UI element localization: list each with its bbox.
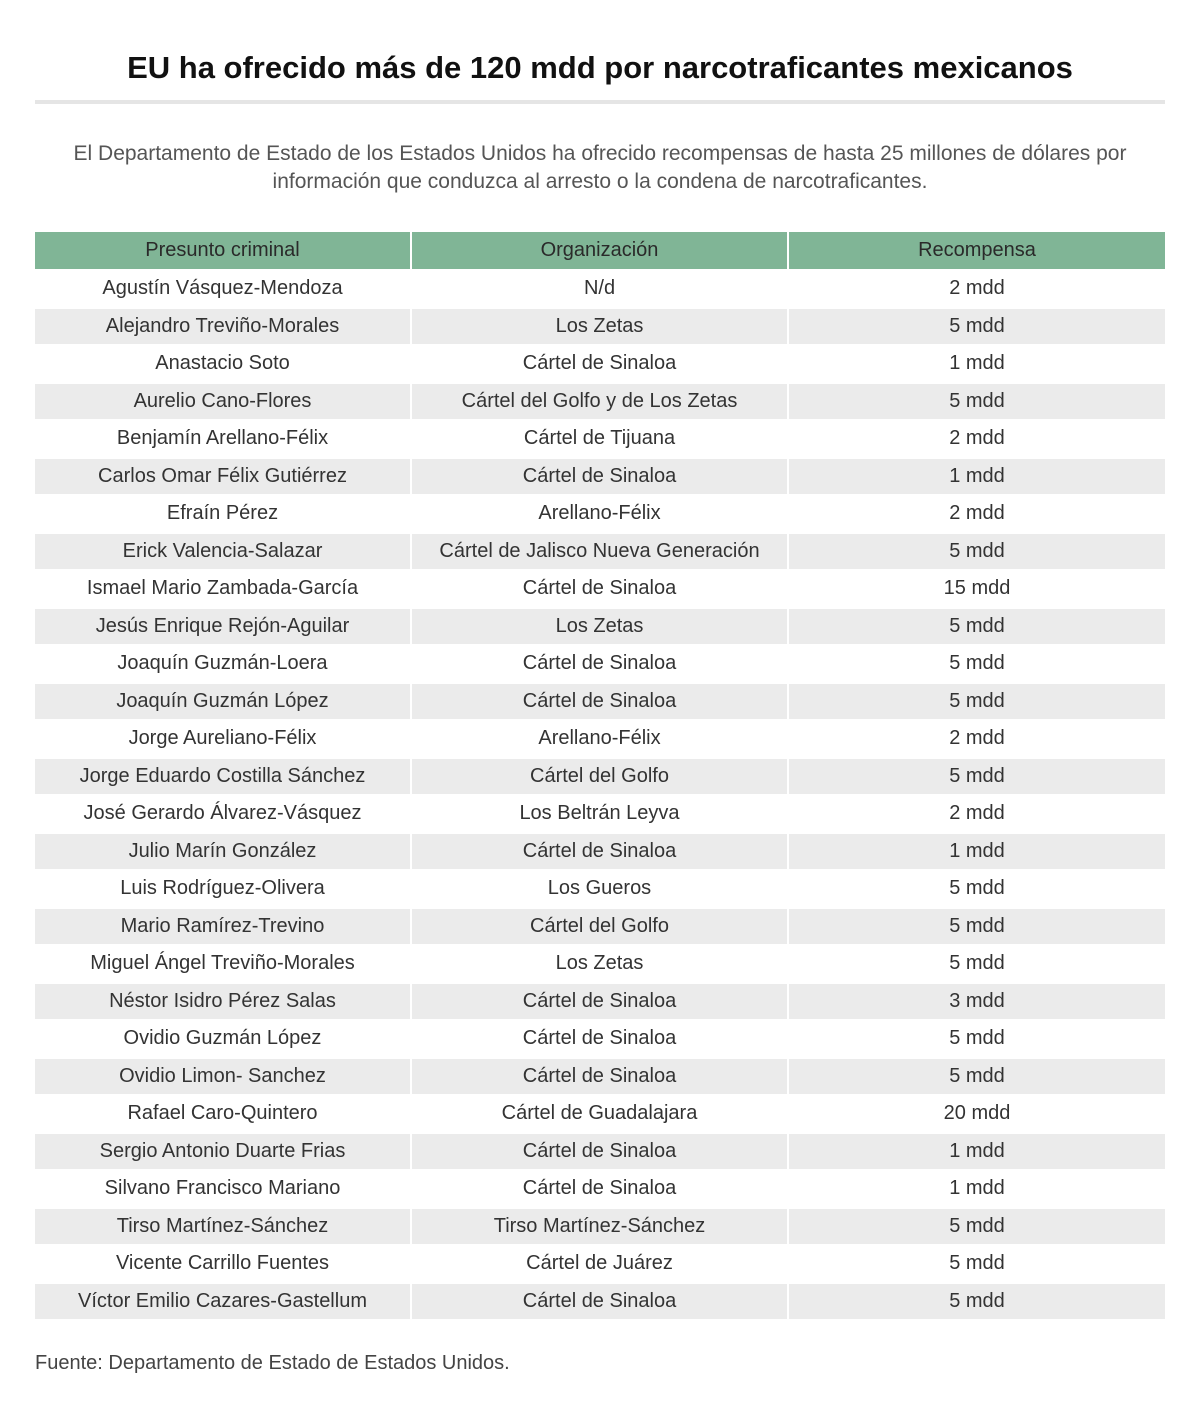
- cell-reward: 1 mdd: [788, 345, 1165, 383]
- cell-reward: 5 mdd: [788, 870, 1165, 908]
- table-row: [35, 458, 1165, 496]
- cell-organization: Cártel de Sinaloa: [411, 645, 788, 683]
- cell-organization: Los Zetas: [411, 945, 788, 983]
- table-row: [35, 608, 1165, 646]
- cell-reward: 5 mdd: [788, 945, 1165, 983]
- cell-reward: 1 mdd: [788, 833, 1165, 871]
- cell-organization: Cártel de Sinaloa: [411, 683, 788, 721]
- cell-organization: N/d: [411, 270, 788, 308]
- cell-organization: Cártel de Guadalajara: [411, 1095, 788, 1133]
- table-row: [35, 1208, 1165, 1246]
- cell-reward: 15 mdd: [788, 570, 1165, 608]
- cell-criminal: Silvano Francisco Mariano: [35, 1170, 411, 1208]
- chart-title: EU ha ofrecido más de 120 mdd por narcotraficantes mexicanos: [127, 50, 1073, 85]
- table-row: [35, 270, 1165, 308]
- cell-reward: 5 mdd: [788, 1020, 1165, 1058]
- cell-reward: 5 mdd: [788, 1058, 1165, 1096]
- cell-reward: 20 mdd: [788, 1095, 1165, 1133]
- cell-organization: Cártel de Sinaloa: [411, 833, 788, 871]
- cell-organization: Cártel de Sinaloa: [411, 1133, 788, 1171]
- table-row: [35, 1133, 1165, 1171]
- table-row: [35, 420, 1165, 458]
- cell-reward: 5 mdd: [788, 758, 1165, 796]
- cell-criminal: Julio Marín González: [35, 833, 411, 871]
- cell-organization: Cártel del Golfo: [411, 908, 788, 946]
- cell-reward: 5 mdd: [788, 1283, 1165, 1320]
- table-row: [35, 1170, 1165, 1208]
- table-row: [35, 345, 1165, 383]
- cell-criminal: Joaquín Guzmán López: [35, 683, 411, 721]
- cell-criminal: Jorge Aureliano-Félix: [35, 720, 411, 758]
- table-row: [35, 1283, 1165, 1320]
- cell-criminal: Jorge Eduardo Costilla Sánchez: [35, 758, 411, 796]
- table-row: [35, 645, 1165, 683]
- cell-organization: Arellano-Félix: [411, 495, 788, 533]
- cell-criminal: Erick Valencia-Salazar: [35, 533, 411, 571]
- cell-reward: 2 mdd: [788, 270, 1165, 308]
- cell-reward: 5 mdd: [788, 533, 1165, 571]
- cell-reward: 5 mdd: [788, 308, 1165, 346]
- cell-criminal: Jesús Enrique Rejón-Aguilar: [35, 608, 411, 646]
- cell-criminal: Carlos Omar Félix Gutiérrez: [35, 458, 411, 496]
- cell-reward: 5 mdd: [788, 608, 1165, 646]
- cell-criminal: Miguel Ángel Treviño-Morales: [35, 945, 411, 983]
- cell-criminal: Joaquín Guzmán-Loera: [35, 645, 411, 683]
- cell-organization: Cártel de Sinaloa: [411, 570, 788, 608]
- table-row: [35, 758, 1165, 796]
- column-header-reward: Recompensa: [788, 232, 1165, 270]
- cell-criminal: Néstor Isidro Pérez Salas: [35, 983, 411, 1021]
- chart-subtitle: El Departamento de Estado de los Estados Unidos ha ofrecido recompensas de hasta 25 millones de dólares por información que conduzca al arresto o la condena de narcotraficantes.: [73, 142, 1127, 193]
- cell-reward: 5 mdd: [788, 1208, 1165, 1246]
- cell-reward: 1 mdd: [788, 1170, 1165, 1208]
- cell-reward: 5 mdd: [788, 1245, 1165, 1283]
- cell-organization: Cártel del Golfo: [411, 758, 788, 796]
- cell-reward: 5 mdd: [788, 683, 1165, 721]
- cell-organization: Cártel de Sinaloa: [411, 345, 788, 383]
- table-header-row: [35, 232, 1165, 270]
- table-row: [35, 1095, 1165, 1133]
- table-row: [35, 983, 1165, 1021]
- cell-criminal: Alejandro Treviño-Morales: [35, 308, 411, 346]
- cell-organization: Cártel de Sinaloa: [411, 1170, 788, 1208]
- cell-organization: Tirso Martínez-Sánchez: [411, 1208, 788, 1246]
- cell-criminal: Agustín Vásquez-Mendoza: [35, 270, 411, 308]
- cell-reward: 5 mdd: [788, 383, 1165, 421]
- cell-reward: 2 mdd: [788, 795, 1165, 833]
- cell-organization: Los Zetas: [411, 308, 788, 346]
- table-row: [35, 870, 1165, 908]
- table-row: [35, 308, 1165, 346]
- cell-criminal: José Gerardo Álvarez-Vásquez: [35, 795, 411, 833]
- cell-reward: 2 mdd: [788, 720, 1165, 758]
- column-header-criminal: Presunto criminal: [35, 232, 411, 270]
- cell-organization: Cártel del Golfo y de Los Zetas: [411, 383, 788, 421]
- table-row: [35, 720, 1165, 758]
- cell-organization: Cártel de Sinaloa: [411, 983, 788, 1021]
- cell-reward: 1 mdd: [788, 1133, 1165, 1171]
- table-row: [35, 495, 1165, 533]
- cell-criminal: Luis Rodríguez-Olivera: [35, 870, 411, 908]
- cell-organization: Cártel de Sinaloa: [411, 1020, 788, 1058]
- cell-criminal: Víctor Emilio Cazares-Gastellum: [35, 1283, 411, 1320]
- cell-reward: 1 mdd: [788, 458, 1165, 496]
- source-note: Fuente: Departamento de Estado de Estados Unidos.: [35, 1352, 510, 1374]
- cell-organization: Los Zetas: [411, 608, 788, 646]
- cell-criminal: Mario Ramírez-Trevino: [35, 908, 411, 946]
- cell-organization: Los Gueros: [411, 870, 788, 908]
- cell-organization: Cártel de Sinaloa: [411, 1058, 788, 1096]
- cell-criminal: Aurelio Cano-Flores: [35, 383, 411, 421]
- table-row: [35, 570, 1165, 608]
- cell-organization: Arellano-Félix: [411, 720, 788, 758]
- cell-reward: 5 mdd: [788, 645, 1165, 683]
- column-header-organization: Organización: [411, 232, 788, 270]
- cell-reward: 2 mdd: [788, 420, 1165, 458]
- cell-criminal: Benjamín Arellano-Félix: [35, 420, 411, 458]
- cell-criminal: Ovidio Guzmán López: [35, 1020, 411, 1058]
- cell-reward: 2 mdd: [788, 495, 1165, 533]
- title-divider: [35, 100, 1165, 104]
- table-row: [35, 383, 1165, 421]
- table-row: [35, 533, 1165, 571]
- cell-organization: Cártel de Sinaloa: [411, 1283, 788, 1320]
- cell-criminal: Tirso Martínez-Sánchez: [35, 1208, 411, 1246]
- cell-reward: 3 mdd: [788, 983, 1165, 1021]
- rewards-table: [35, 232, 1165, 1319]
- table-row: [35, 683, 1165, 721]
- cell-organization: Cártel de Juárez: [411, 1245, 788, 1283]
- cell-criminal: Anastacio Soto: [35, 345, 411, 383]
- cell-organization: Los Beltrán Leyva: [411, 795, 788, 833]
- cell-organization: Cártel de Jalisco Nueva Generación: [411, 533, 788, 571]
- table-row: [35, 1020, 1165, 1058]
- cell-reward: 5 mdd: [788, 908, 1165, 946]
- table-row: [35, 945, 1165, 983]
- table-row: [35, 908, 1165, 946]
- cell-organization: Cártel de Sinaloa: [411, 458, 788, 496]
- table-row: [35, 1245, 1165, 1283]
- cell-criminal: Rafael Caro-Quintero: [35, 1095, 411, 1133]
- table-row: [35, 833, 1165, 871]
- cell-criminal: Vicente Carrillo Fuentes: [35, 1245, 411, 1283]
- cell-criminal: Ovidio Limon- Sanchez: [35, 1058, 411, 1096]
- cell-criminal: Efraín Pérez: [35, 495, 411, 533]
- table-row: [35, 1058, 1165, 1096]
- table-body: [35, 270, 1165, 1319]
- cell-criminal: Sergio Antonio Duarte Frias: [35, 1133, 411, 1171]
- cell-criminal: Ismael Mario Zambada-García: [35, 570, 411, 608]
- table-row: [35, 795, 1165, 833]
- cell-organization: Cártel de Tijuana: [411, 420, 788, 458]
